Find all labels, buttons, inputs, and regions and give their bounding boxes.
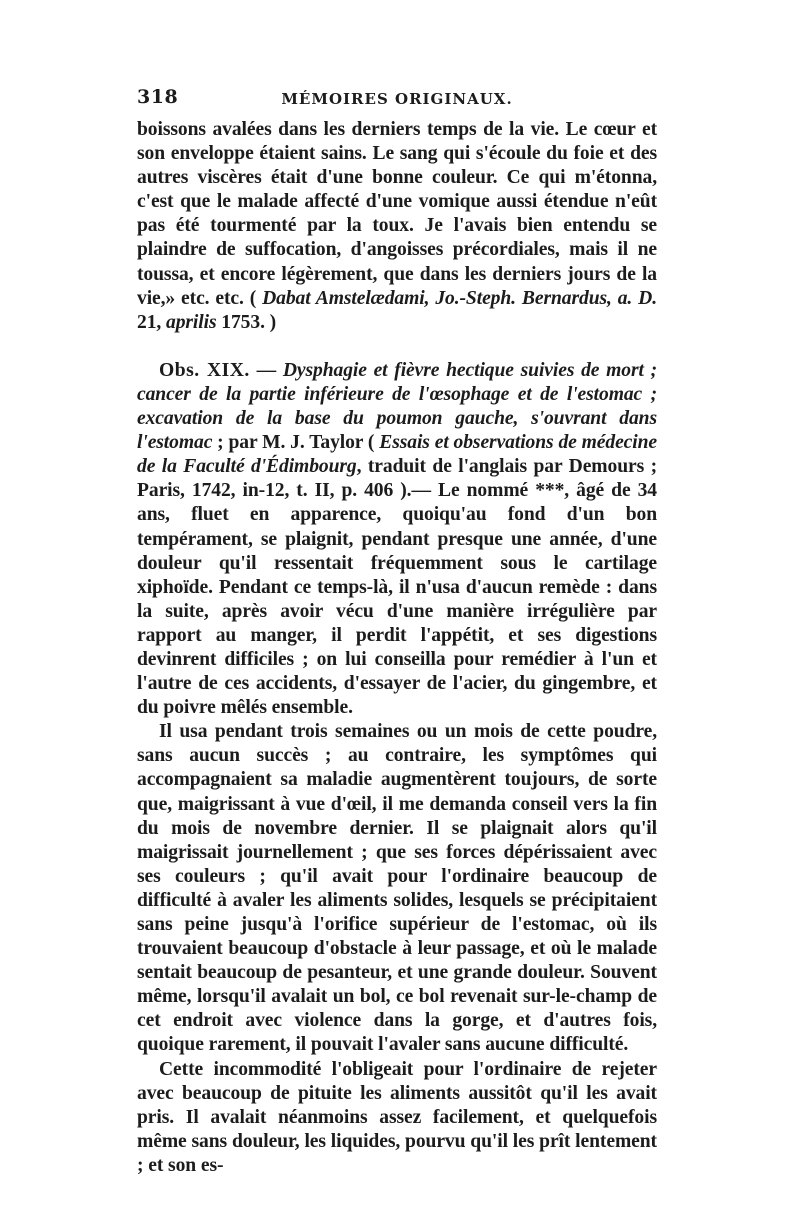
text-segment: Il usa pendant trois semaines ou un mois de cette poudre, sans aucun succès ; au contraire, les symptômes qui accompagnaient sa maladie augmentèrent toujours, de sorte que, maigrissant à vue d'œil, il me demanda conseil vers la fin du mois de novembre dernier. Il se plaignait alors qu'il maigrissait journellement ; que ses forces dépérissaient avec ses couleurs ; qu'il avait pour l'ordinaire beaucoup de difficulté à avaler les aliments solides, lesquels se précipitaient sans peine jusqu'à l'orifice supérieur de l'estomac, où ils trouvaient beaucoup d'obstacle à leur passage, et où le malade sentait beaucoup de pesanteur, et une grande douleur. Souvent même, lorsqu'il avalait un bol, ce bol revenait sur-le-champ de cet endroit avec violence dans la gorge, et d'autres fois, quoique rarement, il pouvait l'avaler sans aucune difficulté. [137, 721, 657, 1056]
running-head: MÉMOIRES ORIGINAUX. [281, 90, 513, 108]
text-segment: — [249, 359, 283, 381]
paragraph-body [137, 720, 657, 1057]
page-header [137, 86, 657, 118]
text-segment: , traduit de l'anglais par Demours ; Paris, 1742, in-12, t. II, p. 406 ).— Le nommé ***, âgé de 34 ans, fluet en apparence, quoiqu'au fond d'un bon tempérament, se plaignit, pendant presque une année, d'une douleur qu'il ressentait fréquemment sous le cartilage xiphoïde. Pendant ce temps-là, il n'usa d'aucun remède : dans la suite, après avoir vécu d'une manière irrégulière par rapport au manger, il perdit l'appétit, et ses digestions devinrent difficiles ; on lui conseilla pour remédier à l'un et l'autre de ces accidents, d'essayer de l'acier, du gingembre, et du poivre mêlés ensemble. [137, 456, 657, 719]
text-segment: Cette incommodité l'obligeait pour l'ordinaire de rejeter avec beaucoup de pituite les aliments aussitôt qu'il les avait pris. Il avalait néanmoins assez facilement, et quelquefois même sans douleur, les liquides, pourvu qu'il les prît lentement ; et son es- [137, 1058, 657, 1176]
text-segment: ; par M. J. Taylor ( [212, 432, 380, 454]
paragraph-body [137, 1058, 657, 1178]
text-segment: boissons avalées dans les derniers temps de la vie. Le cœur et son enveloppe étaient sains. Le sang qui s'écoule du foie et des autres viscères était d'une bonne couleur. Ce qui m'étonna, c'est que le malade affecté d'une vomique aussi étendue n'eût pas été tourmenté par la toux. Je l'avais bien entendu se plaindre de suffocation, d'angoisses précordiales, mais il ne toussa, et encore légèrement, que dans les derniers jours de la vie,» etc. etc. ( [137, 119, 657, 309]
source-title: Essais et observations de médecine de la Faculté d'Édimbourg [137, 432, 658, 478]
section-gap [137, 335, 657, 359]
document-page [137, 86, 657, 1178]
observation-label: Obs. XIX. [159, 359, 250, 381]
observation-title: Dysphagie et fièvre hectique suivies de mort ; cancer de la partie inférieure de l'œsophage et de l'estomac ; excavation de la base du poumon gauche, s'ouvrant dans l'estomac [137, 359, 658, 454]
citation-italic: aprilis [166, 311, 217, 333]
paragraph-continuation [137, 118, 657, 335]
paragraph-observation-heading [137, 359, 657, 720]
citation-italic: Dabat Amstelædami, Jo.-Steph. Bernardus, a. D. [262, 287, 657, 309]
text-segment: 1753. ) [216, 311, 277, 333]
page-number: 318 [137, 86, 179, 108]
text-segment: 21, [137, 311, 166, 333]
